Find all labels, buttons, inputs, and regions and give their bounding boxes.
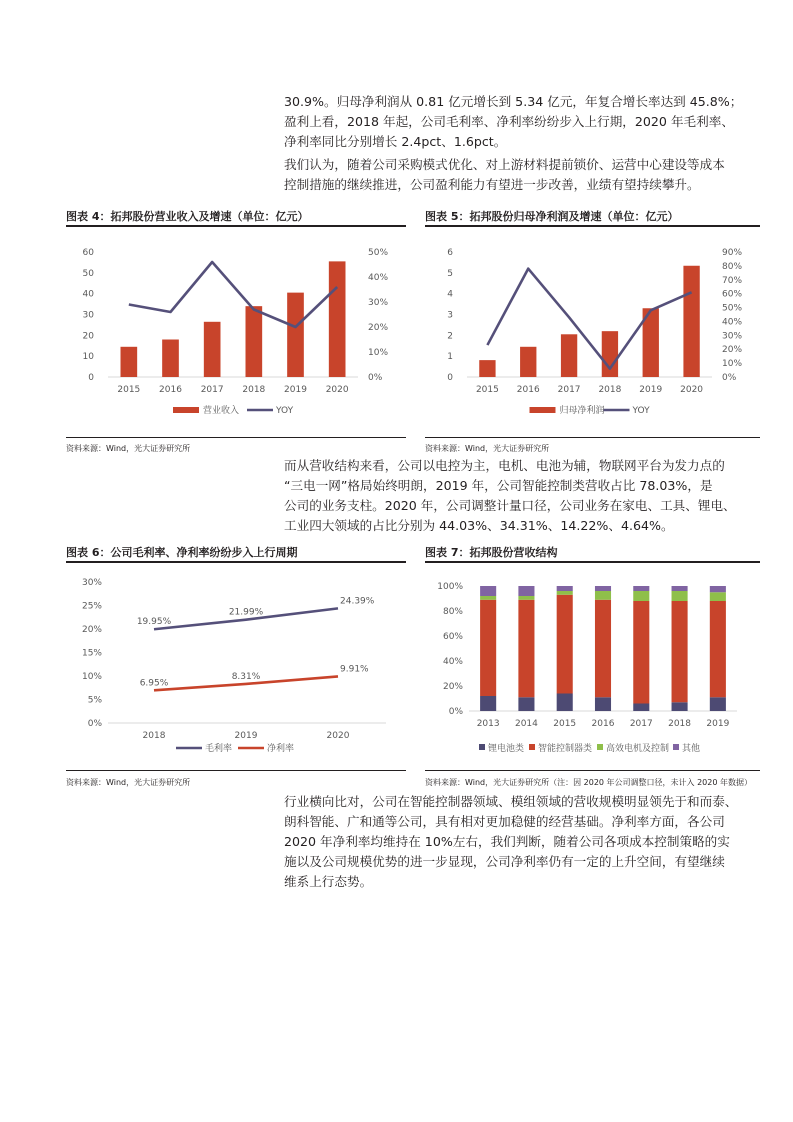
legend-bar-label: 营业收入 xyxy=(203,406,240,416)
x-tick-label: 2016 xyxy=(591,719,615,729)
net-profit-yoy-line xyxy=(487,269,691,369)
text-line: 施以及公司规模优势的进一步显现，公司净利率仍有一定的上升空间，有望继续 xyxy=(284,854,725,869)
revenue-bar xyxy=(204,322,221,377)
y-right-tick-label: 0% xyxy=(722,373,737,383)
y-left-tick-label: 10 xyxy=(82,352,94,363)
text-line: 公司的业务支柱。2020 年，公司调整计量口径，公司业务在家电、工具、锂电、 xyxy=(284,498,736,513)
x-tick-label: 2018 xyxy=(242,385,266,395)
y-right-tick-label: 40% xyxy=(722,317,743,328)
other-segment xyxy=(710,586,726,592)
net-profit-bar xyxy=(520,347,536,377)
y-tick-label: 10% xyxy=(81,672,102,682)
x-tick-label: 2019 xyxy=(284,385,307,395)
revenue-bar xyxy=(287,293,304,377)
figure-7-source: 资料来源：Wind，光大证券研究所（注：因 2020 年公司调整口径，未计入 2020 年数据） xyxy=(425,778,752,787)
motor-segment xyxy=(710,592,726,601)
battery-segment xyxy=(557,694,573,712)
y-right-tick-label: 40% xyxy=(368,273,389,283)
controller-segment xyxy=(595,600,611,698)
y-left-tick-label: 5 xyxy=(447,268,453,279)
y-left-tick-label: 1 xyxy=(447,352,453,363)
y-left-tick-label: 50 xyxy=(82,268,94,279)
figure-5-title: 图表 5：拓邦股份归母净利润及增速（单位：亿元） xyxy=(425,210,679,223)
x-tick-label: 2017 xyxy=(200,385,224,395)
figure-7-rule xyxy=(425,561,760,563)
revenue-bar xyxy=(329,261,346,377)
y-left-tick-label: 2 xyxy=(447,331,453,342)
x-tick-label: 2015 xyxy=(553,719,577,729)
text-line: 盈利上看，2018 年起，公司毛利率、净利率纷纷步入上行期，2020 年毛利率、 xyxy=(284,114,734,129)
y-left-tick-label: 6 xyxy=(447,248,453,258)
figure-4-chart xyxy=(66,232,406,432)
y-right-tick-label: 20% xyxy=(368,323,389,333)
x-tick-label: 2019 xyxy=(706,719,730,729)
controller-segment xyxy=(672,601,688,702)
text-line: 而从营收结构来看，公司以电控为主，电机、电池为辅，物联网平台为发力点的 xyxy=(284,458,725,473)
figure-6-source: 资料来源：Wind，光大证券研究所 xyxy=(66,778,191,787)
y-tick-label: 100% xyxy=(437,582,463,592)
x-tick-label: 2017 xyxy=(557,385,581,395)
figure-6-bottom-rule xyxy=(66,770,406,771)
legend-bar-swatch xyxy=(530,407,556,413)
figure-7-bottom-rule xyxy=(425,770,760,771)
y-right-tick-label: 50% xyxy=(722,303,743,314)
data-label: 21.99% xyxy=(228,607,264,618)
legend-gross-label: 毛利率 xyxy=(205,744,233,754)
other-segment xyxy=(672,586,688,591)
other-segment xyxy=(480,586,496,596)
y-right-tick-label: 30% xyxy=(722,331,743,342)
y-right-tick-label: 0% xyxy=(368,373,383,383)
figure-5-bottom-rule xyxy=(425,437,760,438)
figure-4-source: 资料来源：Wind，光大证券研究所 xyxy=(66,444,191,453)
legend-swatch xyxy=(479,744,485,750)
motor-segment xyxy=(595,591,611,600)
figure-4-title: 图表 4：拓邦股份营业收入及增速（单位：亿元） xyxy=(66,210,309,223)
figure-6-chart xyxy=(66,568,406,764)
figure-6-rule xyxy=(66,561,406,563)
legend-net-label: 净利率 xyxy=(267,744,295,754)
controller-segment xyxy=(480,600,496,696)
x-tick-label: 2019 xyxy=(639,385,663,395)
x-tick-label: 2014 xyxy=(514,719,538,729)
motor-segment xyxy=(518,596,534,600)
text-line: 行业横向比对，公司在智能控制器领域、模组领域的营收规模明显领先于和而泰、 xyxy=(284,794,738,809)
text-line: 朗科智能、广和通等公司，具有相对更加稳健的经营基础。净利率方面，各公司 xyxy=(284,814,725,829)
revenue-bar xyxy=(121,347,138,377)
y-tick-label: 0% xyxy=(87,719,102,729)
motor-segment xyxy=(672,591,688,601)
data-label: 8.31% xyxy=(231,671,261,682)
other-segment xyxy=(518,586,534,596)
text-line: 我们认为，随着公司采购模式优化、对上游材料提前锁价、运营中心建设等成本 xyxy=(284,157,725,172)
legend-line-label: YOY xyxy=(276,406,294,416)
x-tick-label: 2020 xyxy=(680,385,704,395)
y-right-tick-label: 70% xyxy=(722,275,743,286)
x-tick-label: 2015 xyxy=(117,385,141,395)
net-profit-bar xyxy=(683,266,699,377)
figure-7-title: 图表 7：拓邦股份营收结构 xyxy=(425,546,558,559)
paragraph-2 xyxy=(284,155,756,195)
data-label: 19.95% xyxy=(136,617,172,628)
net-profit-bar xyxy=(479,360,495,377)
motor-segment xyxy=(480,596,496,600)
y-left-tick-label: 40 xyxy=(82,289,94,300)
x-tick-label: 2016 xyxy=(516,385,540,395)
paragraph-1 xyxy=(284,92,756,152)
y-left-tick-label: 4 xyxy=(447,289,453,300)
x-tick-label: 2018 xyxy=(668,719,692,729)
y-right-tick-label: 80% xyxy=(722,261,743,272)
battery-segment xyxy=(480,696,496,711)
legend-line-label: YOY xyxy=(632,406,650,416)
x-tick-label: 2018 xyxy=(598,385,622,395)
controller-segment xyxy=(710,601,726,697)
y-tick-label: 60% xyxy=(442,632,463,642)
data-label: 9.91% xyxy=(340,664,369,675)
x-tick-label: 2020 xyxy=(325,385,349,395)
motor-segment xyxy=(633,591,649,601)
paragraph-3 xyxy=(284,456,756,536)
x-tick-label: 2019 xyxy=(234,731,258,741)
x-tick-label: 2017 xyxy=(629,719,653,729)
legend-label: 智能控制器类 xyxy=(538,744,593,754)
x-tick-label: 2013 xyxy=(476,719,500,729)
legend-label: 高效电机及控制 xyxy=(606,744,670,754)
y-tick-label: 15% xyxy=(81,648,102,659)
y-tick-label: 20% xyxy=(81,625,102,635)
y-right-tick-label: 90% xyxy=(722,248,743,258)
y-left-tick-label: 30 xyxy=(82,310,94,321)
revenue-yoy-line xyxy=(129,262,337,327)
revenue-bar xyxy=(246,306,263,377)
y-right-tick-label: 30% xyxy=(368,298,389,308)
data-label: 6.95% xyxy=(139,678,169,689)
y-right-tick-label: 10% xyxy=(368,348,389,358)
text-line: 2020 年净利率均维持在 10%左右，我们判断，随着公司各项成本控制策略的实 xyxy=(284,834,730,849)
figure-4-bottom-rule xyxy=(66,437,406,438)
other-segment xyxy=(557,586,573,591)
figure-4-rule xyxy=(66,225,406,227)
y-left-tick-label: 60 xyxy=(82,248,94,258)
y-tick-label: 5% xyxy=(87,695,102,706)
battery-segment xyxy=(710,697,726,711)
legend-swatch xyxy=(597,744,603,750)
y-left-tick-label: 0 xyxy=(447,373,453,383)
figure-6-title: 图表 6：公司毛利率、净利率纷纷步入上行周期 xyxy=(66,546,298,559)
text-line: 控制措施的继续推进，公司盈利能力有望进一步改善，业绩有望持续攀升。 xyxy=(284,177,700,192)
controller-segment xyxy=(633,601,649,704)
legend-swatch xyxy=(673,744,679,750)
text-line: 30.9%。归母净利润从 0.81 亿元增长到 5.34 亿元，年复合增长率达到 45.8%； xyxy=(284,94,743,109)
controller-segment xyxy=(557,595,573,694)
net-profit-bar xyxy=(602,331,618,377)
legend-label: 其他 xyxy=(682,744,701,754)
legend-swatch xyxy=(529,744,535,750)
y-tick-label: 25% xyxy=(81,601,102,612)
revenue-bar xyxy=(162,340,179,378)
y-tick-label: 30% xyxy=(81,578,102,588)
y-tick-label: 20% xyxy=(442,682,463,692)
y-left-tick-label: 0 xyxy=(88,373,94,383)
battery-segment xyxy=(518,697,534,711)
other-segment xyxy=(595,586,611,591)
paragraph-4 xyxy=(284,792,756,892)
y-tick-label: 0% xyxy=(448,707,463,717)
battery-segment xyxy=(633,704,649,712)
legend-bar-label: 归母净利润 xyxy=(559,406,605,416)
figure-5-source: 资料来源：Wind，光大证券研究所 xyxy=(425,444,550,453)
battery-segment xyxy=(672,702,688,711)
x-tick-label: 2016 xyxy=(159,385,182,395)
text-line: 净利率同比分别增长 2.4pct、1.6pct。 xyxy=(284,134,507,149)
legend-label: 锂电池类 xyxy=(488,744,525,754)
controller-segment xyxy=(518,600,534,698)
text-line: 维系上行态势。 xyxy=(284,874,373,889)
x-tick-label: 2018 xyxy=(142,731,166,741)
y-right-tick-label: 50% xyxy=(368,248,389,258)
figure-5-chart xyxy=(425,232,760,432)
motor-segment xyxy=(557,591,573,595)
net-profit-bar xyxy=(561,334,577,377)
text-line: 工业四大领域的占比分别为 44.03%、34.31%、14.22%、4.64%。 xyxy=(284,518,674,533)
y-right-tick-label: 60% xyxy=(722,289,743,300)
x-tick-label: 2015 xyxy=(475,385,499,395)
y-tick-label: 40% xyxy=(442,657,463,667)
y-right-tick-label: 20% xyxy=(722,345,743,356)
text-line: “三电一网”格局始终明朗，2019 年，公司智能控制类营收占比 78.03%，是 xyxy=(284,478,713,493)
y-right-tick-label: 10% xyxy=(722,359,743,370)
battery-segment xyxy=(595,697,611,711)
figure-7-chart xyxy=(425,568,760,764)
x-tick-label: 2020 xyxy=(326,731,350,741)
figure-5-rule xyxy=(425,225,760,227)
data-label: 24.39% xyxy=(340,596,375,607)
y-tick-label: 80% xyxy=(442,607,463,617)
y-left-tick-label: 3 xyxy=(447,310,453,321)
other-segment xyxy=(633,586,649,591)
legend-bar-swatch xyxy=(173,407,199,413)
y-left-tick-label: 20 xyxy=(82,331,94,342)
